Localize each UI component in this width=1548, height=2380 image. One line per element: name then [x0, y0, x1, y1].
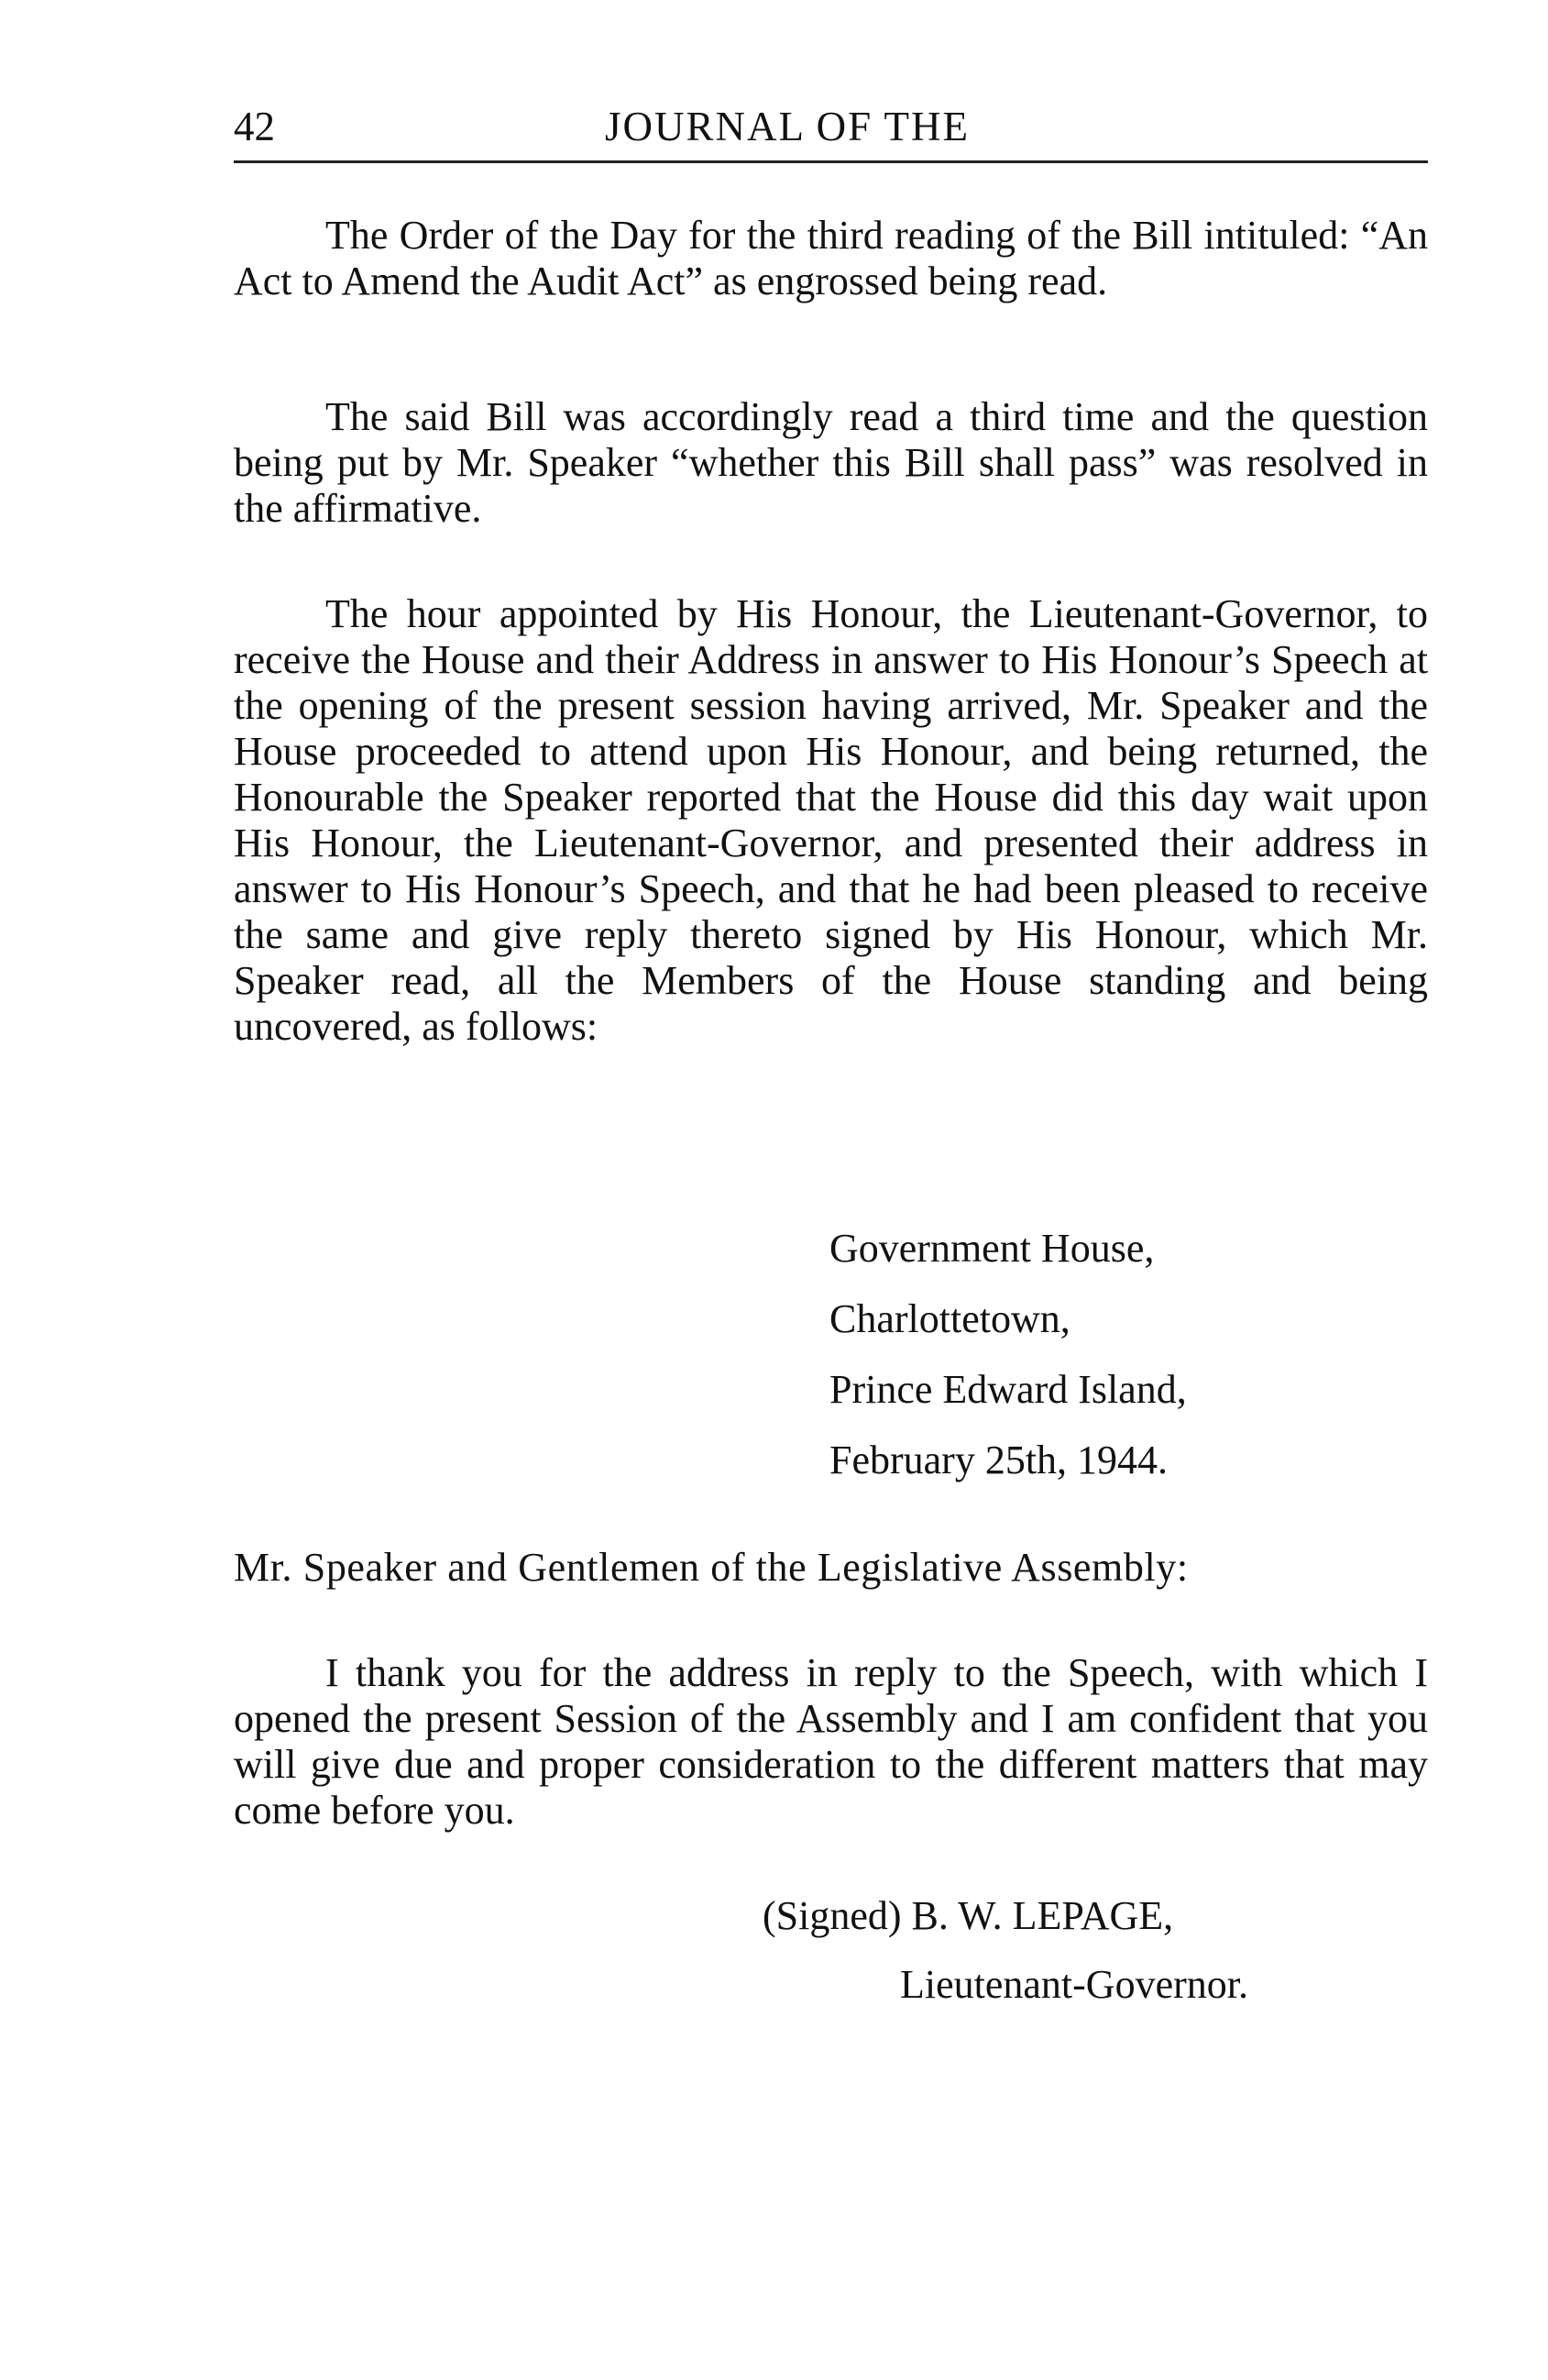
signature-line: (Signed) B. W. LEPAGE, — [763, 1893, 1174, 1938]
letter-address — [829, 1217, 1187, 1493]
paragraph-third-reading: The Order of the Day for the third reading of the Bill intituled: “An Act to Amend the Audit Act” as engrossed being read. — [234, 213, 1428, 303]
address-line: Prince Edward Island, — [829, 1367, 1187, 1412]
paragraph-address-reply: The hour appointed by His Honour, the Lieutenant-Governor, to receive the House and their Address in answer to His Honour’s Speech at the opening of the present session having arrived, Mr. Speaker and the House proceeded to attend upon His Honour, and being returned, the Honourable the Speaker reported that the House did this day wait upon His Honour, the Lieutenant-Governor, and presented their address in answer to His Honour’s Speech, and that he had been pleased to receive the same and give reply thereto signed by His Honour, which Mr. Speaker read, all the Members of the House standing and being uncovered, as follows: — [234, 591, 1428, 1049]
page-header — [234, 99, 1427, 160]
letter-salutation: Mr. Speaker and Gentlemen of the Legislative Assembly: — [234, 1545, 1189, 1590]
address-date: February 25th, 1944. — [829, 1438, 1169, 1482]
page-number: 42 — [234, 104, 275, 149]
address-line: Government House, — [829, 1226, 1155, 1271]
header-rule — [234, 160, 1428, 163]
signature-title: Lieutenant-Governor. — [900, 1962, 1248, 2007]
paragraph-bill-passed: The said Bill was accordingly read a third time and the question being put by Mr. Speaker “whether this Bill shall pass” was resolved in the affirmative. — [234, 394, 1428, 531]
address-line: Charlottetown, — [829, 1296, 1070, 1341]
letter-body: I thank you for the address in reply to the Speech, with which I opened the present Session of the Assembly and I am confident that you will give due and proper consideration to the different matters that may come before you. — [234, 1650, 1428, 1833]
running-head: JOURNAL OF THE — [605, 104, 971, 149]
